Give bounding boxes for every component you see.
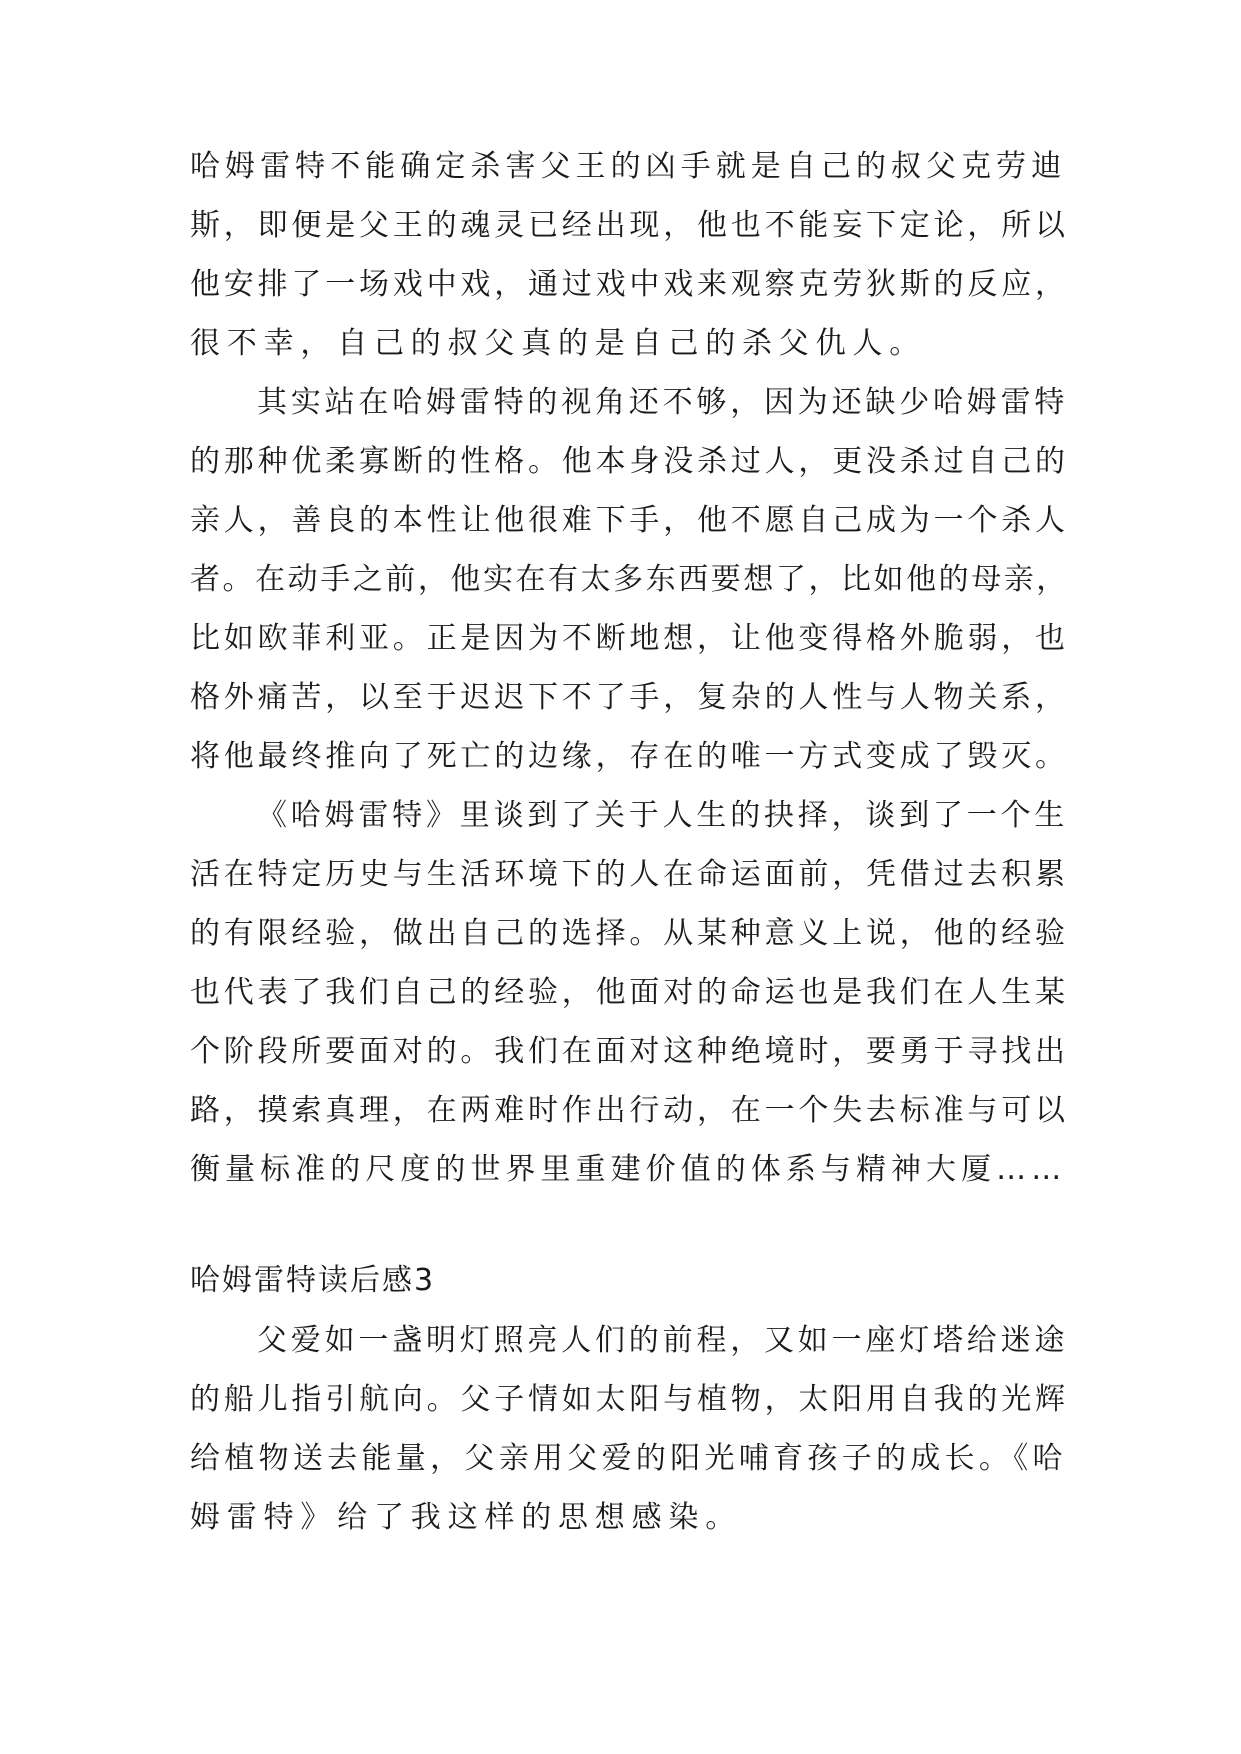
paragraph-2-line-5: 比如欧菲利亚。正是因为不断地想，让他变得格外脆弱，也 [190, 621, 1069, 656]
paragraph-2-line-6: 格外痛苦，以至于迟迟下不了手，复杂的人性与人物关系， [190, 680, 1069, 715]
paragraph-1-line-1: 哈姆雷特不能确定杀害父王的凶手就是自己的叔父克劳迪 [190, 149, 1067, 184]
paragraph-3-line-6: 路，摸索真理，在两难时作出行动，在一个失去标准与可以 [190, 1093, 1069, 1128]
section-paragraph-line-2: 的船儿指引航向。父子情如太阳与植物，太阳用自我的光辉 [190, 1382, 1069, 1417]
paragraph-1-line-3: 他安排了一场戏中戏，通过戏中戏来观察克劳狄斯的反应， [190, 267, 1069, 302]
paragraph-3-line-4: 也代表了我们自己的经验，他面对的命运也是我们在人生某 [190, 975, 1069, 1010]
paragraph-3-line-5: 个阶段所要面对的。我们在面对这种绝境时，要勇于寻找出 [190, 1034, 1069, 1069]
paragraph-2-line-2: 的那种优柔寡断的性格。他本身没杀过人，更没杀过自己的 [190, 444, 1069, 479]
section-heading: 哈姆雷特读后感3 [190, 1263, 436, 1298]
paragraph-3-line-1: 《哈姆雷特》里谈到了关于人生的抉择，谈到了一个生 [257, 798, 1069, 833]
section-paragraph-line-3: 给植物送去能量，父亲用父爱的阳光哺育孩子的成长。《哈 [190, 1441, 1067, 1476]
paragraph-3-line-2: 活在特定历史与生活环境下的人在命运面前，凭借过去积累 [190, 857, 1069, 892]
paragraph-2-line-1: 其实站在哈姆雷特的视角还不够，因为还缺少哈姆雷特 [257, 385, 1069, 420]
paragraph-2-line-4: 者。在动手之前，他实在有太多东西要想了，比如他的母亲， [190, 562, 1069, 597]
section-paragraph-line-4: 姆雷特》给了我这样的思想感染。 [190, 1500, 742, 1535]
paragraph-2-line-3: 亲人，善良的本性让他很难下手，他不愿自己成为一个杀人 [190, 503, 1069, 538]
paragraph-1-line-2: 斯，即便是父王的魂灵已经出现，他也不能妄下定论，所以 [190, 208, 1069, 243]
paragraph-3-line-3: 的有限经验，做出自己的选择。从某种意义上说，他的经验 [190, 916, 1069, 951]
section-paragraph-line-1: 父爱如一盏明灯照亮人们的前程，又如一座灯塔给迷途 [257, 1323, 1069, 1358]
paragraph-3-line-7: 衡量标准的尺度的世界里重建价值的体系与精神大厦…… [190, 1152, 1067, 1187]
paragraph-1-line-4: 很不幸，自己的叔父真的是自己的杀父仇人。 [190, 326, 926, 361]
paragraph-2-line-7: 将他最终推向了死亡的边缘，存在的唯一方式变成了毁灭。 [190, 739, 1069, 774]
